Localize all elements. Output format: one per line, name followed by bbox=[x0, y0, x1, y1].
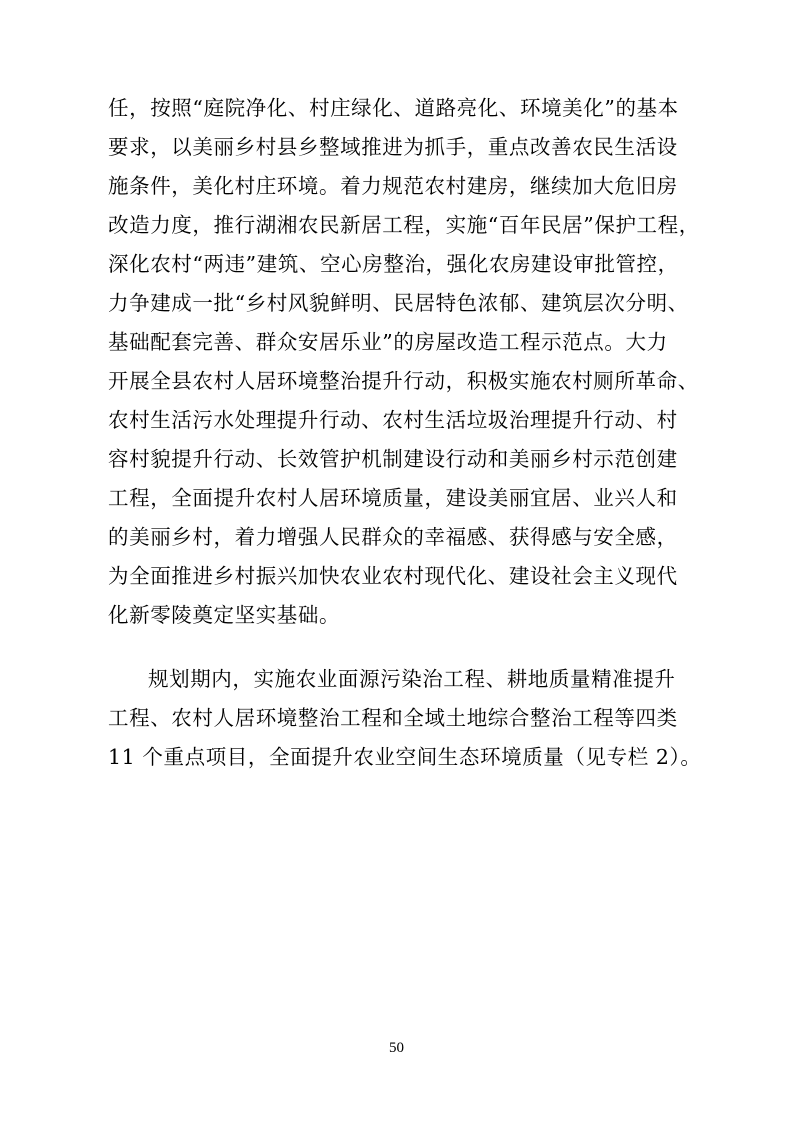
text-line: 工程，全面提升农村人居环境质量，建设美丽宜居、业兴人和 bbox=[108, 486, 678, 510]
text-line: 工程、农村人居环境整治工程和全域土地综合整治工程等四类 bbox=[108, 706, 678, 730]
text-line: 容村貌提升行动、长效管护机制建设行动和美丽乡村示范创建 bbox=[108, 447, 678, 471]
text-line: 农村生活污水处理提升行动、农村生活垃圾治理提升行动、村 bbox=[108, 408, 678, 432]
text-line: 为全面推进乡村振兴加快农业农村现代化、建设社会主义现代 bbox=[108, 564, 678, 588]
text-line: 改造力度，推行湖湘农民新居工程，实施“百年民居”保护工程， bbox=[108, 213, 700, 237]
text-line: 任，按照“庭院净化、村庄绿化、道路亮化、环境美化”的基本 bbox=[108, 96, 679, 120]
text-line: 力争建成一批“乡村风貌鲜明、民居特色浓郁、建筑层次分明、 bbox=[108, 291, 689, 315]
text-line: 基础配套完善、群众安居乐业”的房屋改造工程示范点。大力 bbox=[108, 330, 668, 354]
text-line: 化新零陵奠定坚实基础。 bbox=[108, 603, 341, 627]
text-line: 11 个重点项目，全面提升农业空间生态环境质量（见专栏 2）。 bbox=[108, 745, 702, 769]
text-line: 开展全县农村人居环境整治提升行动，积极实施农村厕所革命、 bbox=[108, 369, 699, 393]
text-line: 规划期内，实施农业面源污染治工程、耕地质量精准提升 bbox=[148, 667, 676, 691]
text-line: 深化农村“两违”建筑、空心房整治，强化农房建设审批管控， bbox=[108, 252, 679, 276]
page-number: 50 bbox=[389, 1040, 404, 1056]
text-line: 施条件，美化村庄环境。着力规范农村建房，继续加大危旧房 bbox=[108, 174, 678, 198]
text-line: 要求，以美丽乡村县乡整域推进为抓手，重点改善农民生活设 bbox=[108, 135, 678, 159]
text-line: 的美丽乡村，着力增强人民群众的幸福感、获得感与安全感， bbox=[108, 525, 678, 549]
